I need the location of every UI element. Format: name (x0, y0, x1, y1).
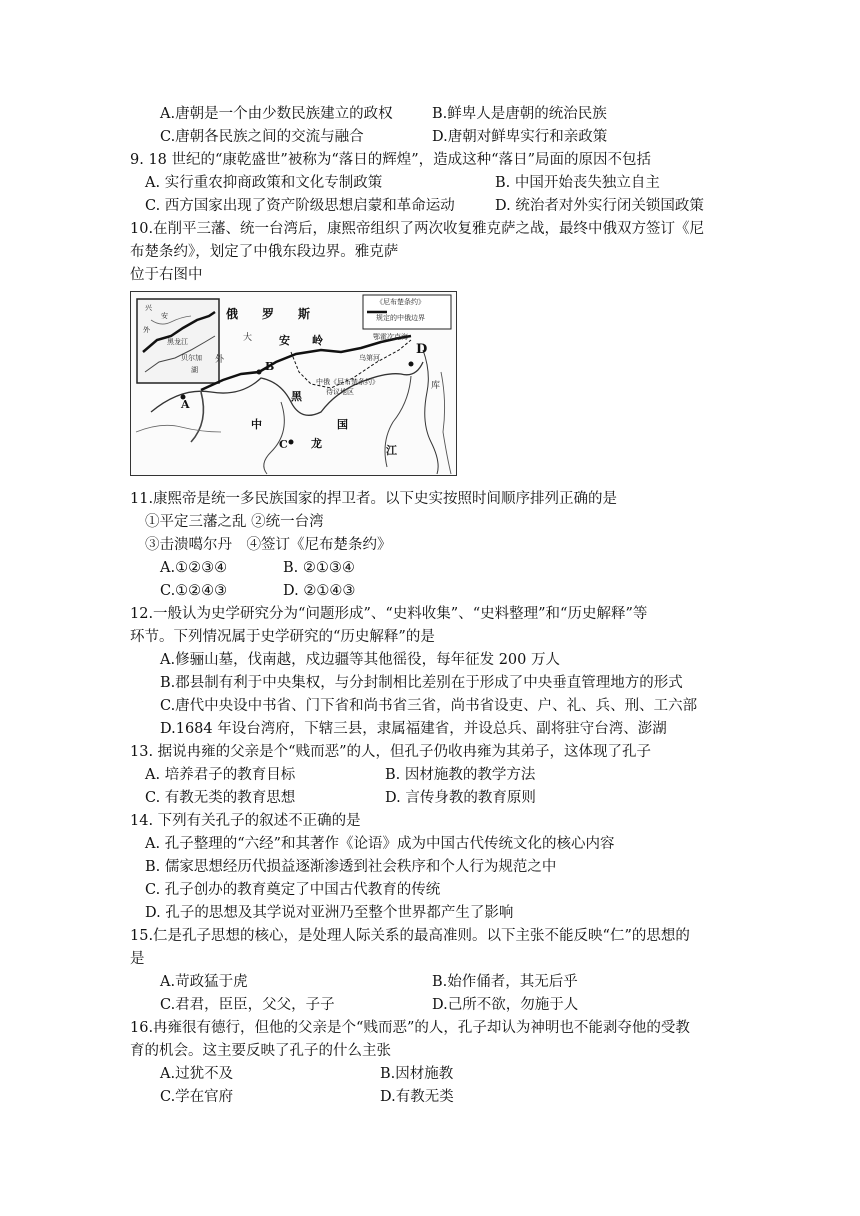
q14-option-d: D. 孔子的思想及其学说对亚洲乃至整个世界都产生了影响 (145, 905, 514, 921)
q12-option-b: B.郡县制有利于中央集权，与分封制相比差别在于形成了中央垂直管理地方的形式 (160, 675, 683, 691)
map-label-zhong: 中 (251, 418, 262, 431)
q13-option-a: A. 培养君子的教育目标 (145, 767, 296, 783)
q11-items-2: ③击溃噶尔丹 ④签订《尼布楚条约》 (145, 537, 392, 553)
q11-option-c: C.①②④③ (160, 583, 228, 599)
map-label-guo: 国 (337, 418, 348, 431)
q15-option-a: A.苛政猛于虎 (160, 974, 248, 990)
q14-stem: 14. 下列有关孔子的叙述不正确的是 (130, 813, 361, 829)
map-label-wai: 外 (215, 355, 225, 365)
map-label-ku: 库 (431, 381, 441, 391)
q12-option-c: C.唐代中央设中书省、门下省和尚书省三省，尚书省设吏、户、礼、兵、刑、工六部 (160, 698, 698, 714)
yaksa-map (130, 291, 457, 476)
q9-option-c: C. 西方国家出现了资产阶级思想启蒙和革命运动 (145, 198, 455, 214)
q16-option-d: D.有教无类 (380, 1089, 454, 1105)
q13-option-c: C. 有教无类的教育思想 (145, 790, 296, 806)
q14-option-a: A. 孔子整理的“六经”和其著作《论语》成为中国古代传统文化的核心内容 (145, 836, 615, 852)
map-inset-wai: 外 (143, 326, 150, 334)
map-inset-xing: 兴 (145, 304, 152, 312)
q10-stem-line3: 位于右图中 (130, 267, 203, 283)
q16-option-a: A.过犹不及 (160, 1066, 234, 1082)
q9-option-a: A. 实行重农抑商政策和文化专制政策 (145, 175, 383, 191)
q15-option-c: C.君君，臣臣，父父，子子 (160, 997, 335, 1013)
q14-option-b: B. 儒家思想经历代损益逐渐渗透到社会秩序和个人行为规范之中 (145, 859, 557, 875)
map-inset-hei: 黑龙江 (167, 338, 188, 346)
map-label-hei: 黑 (291, 390, 302, 403)
q9-option-b: B. 中国开始丧失独立自主 (495, 175, 660, 191)
map-label-russia: 俄 罗 斯 (226, 307, 311, 321)
q8-option-b: B.鲜卑人是唐朝的统治民族 (432, 106, 607, 122)
map-label-wudi: 乌第河 (359, 354, 380, 362)
q13-option-b: B. 因材施教的教学方法 (385, 767, 536, 783)
q11-items-1: ①平定三藩之乱 ②统一台湾 (145, 514, 324, 530)
q15-option-b: B.始作俑者，其无后乎 (432, 974, 578, 990)
q11-option-b: B. ②①③④ (283, 560, 355, 576)
q11-option-d: D. ②①④③ (283, 583, 356, 599)
map-point-d: D (416, 342, 428, 357)
map-inset-an: 安 (161, 312, 168, 320)
q15-option-d: D.己所不欲，勿施于人 (432, 997, 579, 1013)
q10-stem-line2: 布楚条约》，划定了中俄东段边界。雅克萨 (130, 244, 399, 260)
q12-stem-line2: 环节。下列情况属于史学研究的“历史解释”的是 (130, 629, 435, 645)
map-point-a: A (181, 398, 190, 411)
q16-stem-line1: 16.冉雍很有德行，但他的父亲是个“贱而恶”的人，孔子却认为神明也不能剥夺他的受教 (130, 1020, 690, 1036)
map-inset-hu: 湖 (191, 366, 198, 374)
q8-option-a: A.唐朝是一个由少数民族建立的政权 (160, 106, 393, 122)
map-legend-line2: 规定的中俄边界 (376, 314, 425, 322)
q15-stem-line2: 是 (130, 951, 145, 967)
map-inset-bei: 贝尔加 (181, 354, 202, 362)
q16-stem-line2: 育的机会。这主要反映了孔子的什么主张 (130, 1043, 391, 1059)
q14-option-c: C. 孔子创办的教育奠定了中国古代教育的传统 (145, 882, 441, 898)
q12-stem-line1: 12.一般认为史学研究分为“问题形成”、“史料收集”、“史料整理”和“历史解释”等 (130, 606, 648, 622)
map-point-b: B (265, 360, 275, 373)
map-label-daxing: 大 (243, 333, 253, 343)
q13-stem: 13. 据说冉雍的父亲是个“贱而恶”的人，但孔子仍收冉雍为其弟子，这体现了孔子 (130, 744, 651, 760)
q12-option-a: A.修骊山墓，伐南越，戍边疆等其他徭役，每年征发 200 万人 (160, 652, 560, 668)
q8-option-c: C.唐朝各民族之间的交流与融合 (160, 129, 364, 145)
q8-option-d: D.唐朝对鲜卑实行和亲政策 (432, 129, 608, 145)
map-label-sea: 鄂霍次克海 (373, 333, 408, 341)
map-label-pending2: 待议地区 (326, 388, 354, 396)
q13-option-d: D. 言传身教的教育原则 (385, 790, 536, 806)
map-legend-line1: 《尼布楚条约》 (376, 298, 425, 306)
q16-option-c: C.学在官府 (160, 1089, 234, 1105)
q15-stem-line1: 15.仁是孔子思想的核心，是处理人际关系的最高准则。以下主张不能反映“仁”的思想的 (130, 928, 690, 944)
q16-option-b: B.因材施教 (380, 1066, 454, 1082)
map-label-jiang: 江 (386, 444, 397, 457)
map-label-anling: 安 岭 (279, 334, 323, 347)
map-label-long: 龙 (311, 437, 322, 450)
q9-stem: 9. 18 世纪的“康乾盛世”被称为“落日的辉煌”，造成这种“落日”局面的原因不包括 (130, 152, 651, 168)
q9-option-d: D. 统治者对外实行闭关锁国政策 (495, 198, 704, 214)
q12-option-d: D.1684 年设台湾府，下辖三县，隶属福建省，并设总兵、副将驻守台湾、澎湖 (160, 721, 667, 737)
map-label-pending1: 中俄《尼布楚条约》 (316, 378, 379, 386)
q11-stem: 11.康熙帝是统一多民族国家的捍卫者。以下史实按照时间顺序排列正确的是 (130, 491, 618, 507)
q10-stem-line1: 10.在削平三藩、统一台湾后，康熙帝组织了两次收复雅克萨之战，最终中俄双方签订《尼 (130, 221, 705, 237)
q11-option-a: A.①②③④ (160, 560, 228, 576)
map-point-c: C (279, 438, 288, 451)
